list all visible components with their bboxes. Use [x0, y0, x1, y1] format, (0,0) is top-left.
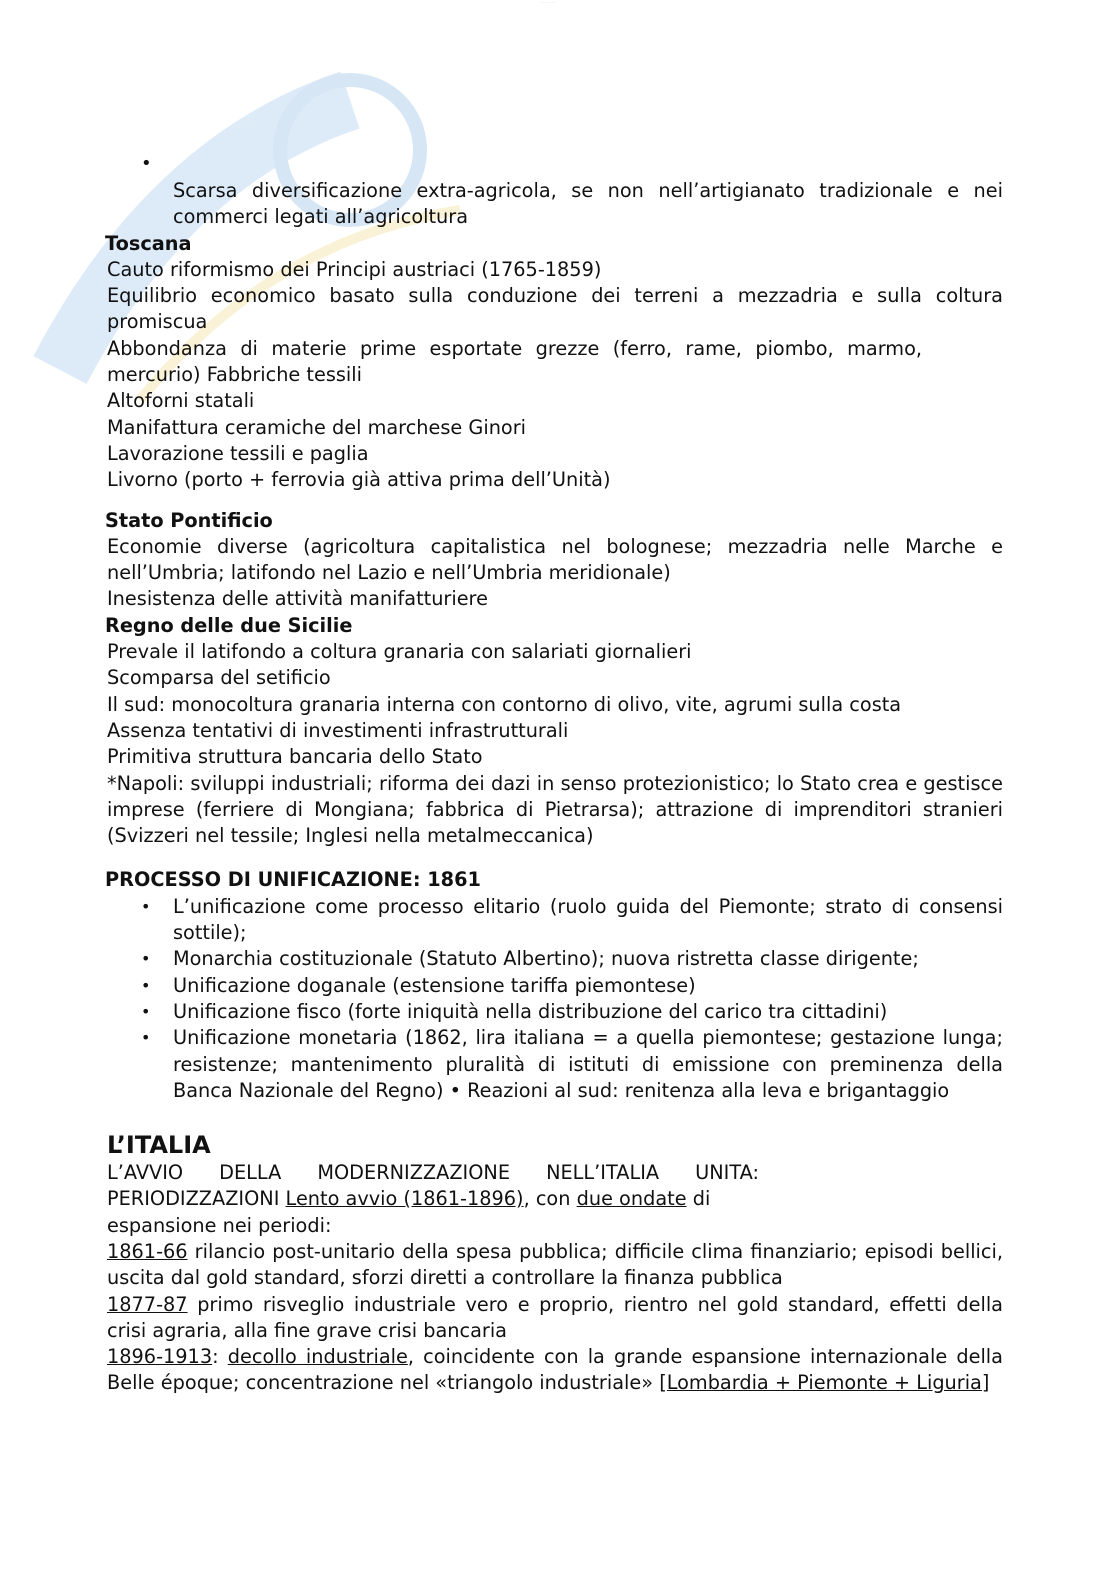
italia-periodizzazioni-line: PERIODIZZAZIONI Lento avvio (1861-1896), con due ondate di: [107, 1187, 711, 1211]
intro-bullet: [107, 178, 1003, 231]
intro-bullet-text: Scarsa diversificazione extra-agricola, se non nell’artigianato tradizionale e nei commerci legati all’agricoltura: [173, 179, 1003, 229]
bullet-dot: •: [141, 153, 152, 174]
header-mark: - - - - - - - -: [540, 0, 556, 4]
section-title-toscana: Toscana: [105, 231, 192, 255]
period-paragraph: 1877-87 primo risveglio industriale vero e proprio, rientro nel gold standard, effetti della crisi agraria, alla fine grave crisi bancaria: [107, 1292, 1003, 1342]
toscana-line: Manifattura ceramiche del marchese Ginori: [107, 415, 527, 439]
toscana-line: Equilibrio economico basato sulla conduzione dei terreni a mezzadria e sulla coltura promiscua: [107, 284, 1003, 334]
italia-intro-line: L’AVVIO DELLA MODERNIZZAZIONE NELL’ITALIA UNITA:: [107, 1161, 759, 1185]
sicilie-line-napoli: *Napoli: sviluppi industriali; riforma dei dazi in senso protezionistico; lo Stato crea e gestisce imprese (ferriere di Mongiana; fabbrica di Pietrarsa); attrazione di imprenditori stranieri (Svizzeri nel tessile; Inglesi nella metalmeccanica): [107, 771, 1003, 848]
pontificio-line: Inesistenza delle attività manifatturiere: [107, 587, 488, 611]
toscana-line: Livorno (porto + ferrovia già attiva prima dell’Unità): [107, 468, 611, 492]
bullet-dot: •: [141, 975, 151, 995]
unificazione-bullet: • L’unificazione come processo elitario (ruolo guida del Piemonte; strato di consensi sottile);: [141, 894, 1003, 945]
decollo-industriale: decollo industriale: [227, 1345, 408, 1369]
sicilie-line: Primitiva struttura bancaria dello Stato: [107, 745, 483, 769]
unificazione-bullet: • Monarchia costituzionale (Statuto Albertino); nuova ristretta classe dirigente;: [107, 946, 1003, 972]
italia-espansione-line: espansione nei periodi:: [107, 1213, 332, 1237]
lento-avvio-link: Lento avvio (1861-1896): [285, 1187, 524, 1211]
unificazione-bullet: • Unificazione monetaria (1862, lira italiana = a quella piemontese; gestazione lunga; resistenze; mantenimento pluralità di istituti di emissione con preminenza della Banca Nazionale del Regno) • Reazioni al sud: renitenza alla leva e brigantaggio: [141, 1026, 1003, 1102]
triangolo-regions: [Lombardia + Piemonte + Liguria]: [659, 1371, 990, 1395]
unificazione-bullet: • Unificazione doganale (estensione tariffa piemontese): [107, 973, 1003, 999]
due-ondate-link: due ondate: [576, 1187, 687, 1211]
period-paragraph: 1896-1913: decollo industriale, coincidente con la grande espansione internazionale della Belle époque; concentrazione nel «triangolo industriale» [Lombardia + Piemonte + Liguria]: [107, 1345, 1003, 1395]
sicilie-line: Scomparsa del setificio: [107, 666, 331, 690]
section-title-italia: L’ITALIA: [107, 1131, 211, 1160]
period-label: 1877-87: [107, 1292, 188, 1316]
pontificio-line: Economie diverse (agricoltura capitalistica nel bolognese; mezzadria nelle Marche e nell’Umbria; latifondo nel Lazio e nell’Umbria meridionale): [107, 534, 1003, 585]
sicilie-line: Il sud: monocoltura granaria interna con contorno di olivo, vite, agrumi sulla costa: [107, 692, 902, 716]
section-title-due-sicilie: Regno delle due Sicilie: [105, 613, 353, 637]
toscana-line: Abbondanza di materie prime esportate grezze (ferro, rame, piombo, marmo, mercurio) Fabbriche tessili: [107, 336, 922, 387]
bullet-dot: •: [141, 949, 151, 969]
toscana-line: Cauto riformismo dei Principi austriaci (1765-1859): [107, 257, 602, 281]
unificazione-bullet: • Unificazione fisco (forte iniquità nella distribuzione del carico tra cittadini): [107, 999, 1003, 1025]
bullet-dot: •: [141, 896, 151, 916]
period-label: 1896-1913: [107, 1345, 213, 1369]
section-title-unificazione: PROCESSO DI UNIFICAZIONE: 1861: [105, 868, 481, 892]
toscana-line: Altoforni statali: [107, 389, 255, 413]
document-page: [107, 150, 1003, 1397]
bullet-dot: •: [141, 1028, 151, 1048]
period-label: 1861-66: [107, 1239, 188, 1263]
sicilie-line: Prevale il latifondo a coltura granaria con salariati giornalieri: [107, 640, 692, 664]
period-paragraph: 1861-66 rilancio post-unitario della spesa pubblica; difficile clima finanziario; episodi bellici, uscita dal gold standard, sforzi diretti a controllare la finanza pubblica: [107, 1239, 1003, 1290]
toscana-line: Lavorazione tessili e paglia: [107, 441, 369, 465]
section-title-stato-pontificio: Stato Pontificio: [105, 508, 273, 532]
bullet-dot: •: [141, 1001, 151, 1021]
sicilie-line: Assenza tentativi di investimenti infrastrutturali: [107, 718, 569, 742]
